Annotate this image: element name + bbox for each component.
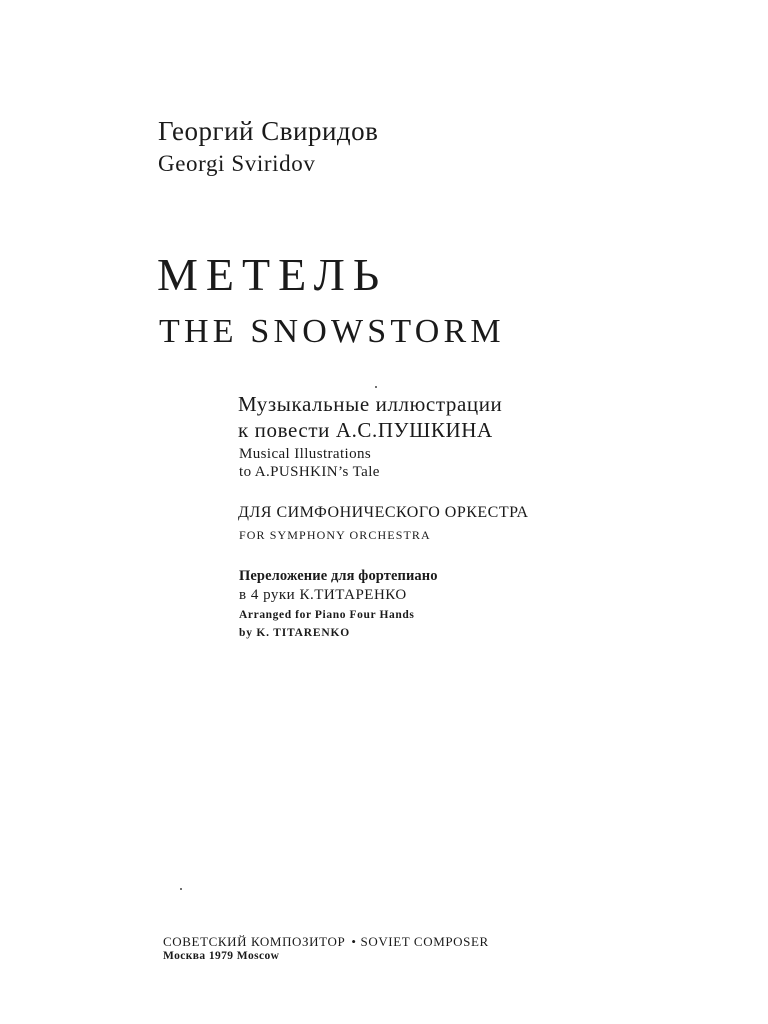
publisher-name-russian: СОВЕТСКИЙ КОМПОЗИТОР: [163, 934, 346, 949]
publisher-separator: •: [351, 934, 357, 949]
arrangement-english-line2: by K. TITARENKO: [239, 627, 350, 639]
publisher-line: [163, 934, 489, 950]
author-name-russian: Георгий Свиридов: [158, 116, 379, 146]
publisher-name-english: SOVIET COMPOSER: [360, 934, 489, 949]
subtitle-russian-line2: к повести А.С.ПУШКИНА: [238, 418, 493, 442]
arrangement-russian-line1: Переложение для фортепиано: [239, 568, 438, 584]
arrangement-english-line1: Arranged for Piano Four Hands: [239, 609, 415, 621]
arrangement-russian-line2: в 4 руки К.ТИТАРЕНКО: [239, 587, 407, 603]
print-speck: [375, 386, 377, 388]
work-title-english: THE SNOWSTORM: [159, 313, 505, 350]
orchestra-english: FOR SYMPHONY ORCHESTRA: [239, 528, 431, 542]
subtitle-english-line2: to A.PUSHKIN’s Tale: [239, 464, 380, 480]
author-name-english: Georgi Sviridov: [158, 151, 316, 176]
publisher-city-year: Москва 1979 Moscow: [163, 950, 280, 962]
subtitle-english-line1: Musical Illustrations: [239, 446, 372, 462]
print-speck: [180, 888, 182, 890]
orchestra-russian: ДЛЯ СИМФОНИЧЕСКОГО ОРКЕСТРА: [238, 504, 529, 521]
work-title-russian: МЕТЕЛЬ: [157, 249, 388, 300]
subtitle-russian-line1: Музыкальные иллюстрации: [238, 392, 503, 416]
